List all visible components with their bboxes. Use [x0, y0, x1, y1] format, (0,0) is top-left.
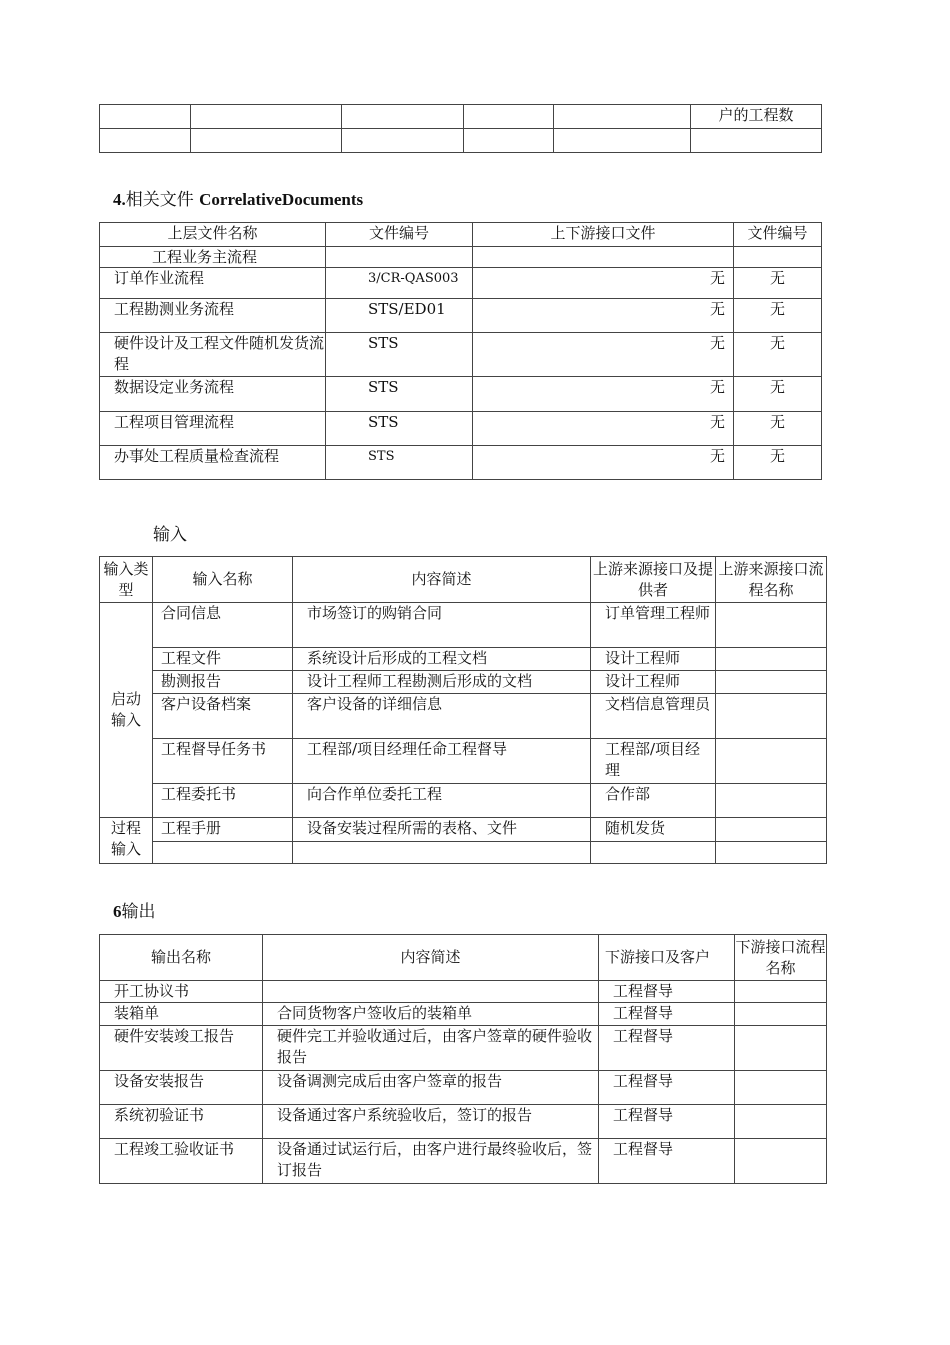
table-row: 工程文件: [153, 648, 293, 671]
table-row: 工程竣工验收证书: [100, 1139, 263, 1184]
table-row: 工程勘测业务流程: [100, 299, 326, 333]
table-row: 开工协议书: [100, 981, 263, 1003]
header-input-name: 输入名称: [153, 557, 293, 603]
table-row: 订单作业流程: [100, 268, 326, 299]
table-row: 工程项目管理流程: [100, 412, 326, 446]
header-downstream-customer: 下游接口及客户: [599, 935, 735, 981]
output-table: 输出名称 内容简述 下游接口及客户 下游接口流程名称 开工协议书 工程督导 装箱单 合同货物客户签收后的装箱单 工程督导 硬件安装竣工报告 硬件完工并验收通过后，由客户签章的硬件验收报告 工程督导 设备安装报告 设备调测完成后由客户签章的报告 工程督导 系统初验证书 设备通过客户系统验收后，签订的报告 工程督导 工程竣工验收证书 设备通过试运行后，由客户进行最终验收后，签订报告 工程督导: [99, 934, 827, 1184]
header-upstream-provider: 上游来源接口及提供者: [591, 557, 716, 603]
header-output-description: 内容简述: [263, 935, 599, 981]
section-4-heading: 4.相关文件 CorrelativeDocuments: [113, 190, 364, 210]
header-interface-code: 文件编号: [734, 223, 822, 247]
table-row: 工程督导任务书: [153, 739, 293, 784]
table-row: 客户设备档案: [153, 694, 293, 739]
group-process-input: 过程输入: [100, 818, 153, 864]
table-row: 办事处工程质量检查流程: [100, 446, 326, 480]
group-start-input: 启动输入: [100, 603, 153, 818]
header-description: 内容简述: [293, 557, 591, 603]
table-row: 硬件设计及工程文件随机发货流程: [100, 333, 326, 377]
main-flow-label: 工程业务主流程: [100, 247, 326, 268]
table-row: 合同信息: [153, 603, 293, 648]
table-row: 设备安装报告: [100, 1071, 263, 1105]
related-documents-table: 上层文件名称 文件编号 上下游接口文件 文件编号 工程业务主流程 订单作业流程 3/CR-QAS003 无 无 工程勘测业务流程 STS/ED01 无 无 硬件设计及工程文件随机发货流程 STS 无 无 数据设定业务流程 STS 无 无 工程项目管理流程 STS 无 无 办事处工程质量检查流程 STS 无 无: [99, 222, 822, 480]
top-table-cell: 户的工程数: [691, 105, 822, 129]
table-row: 系统初验证书: [100, 1105, 263, 1139]
table-row: 硬件安装竣工报告: [100, 1026, 263, 1071]
header-parent-doc: 上层文件名称: [100, 223, 326, 247]
table-row: 数据设定业务流程: [100, 377, 326, 412]
table-row: 装箱单: [100, 1003, 263, 1026]
header-interface-doc: 上下游接口文件: [473, 223, 734, 247]
table-row: 工程委托书: [153, 784, 293, 818]
header-upstream-flow: 上游来源接口流程名称: [716, 557, 827, 603]
section-5-heading: 输入: [153, 525, 187, 545]
input-table: 输入类型 输入名称 内容简述 上游来源接口及提供者 上游来源接口流程名称 启动输入 合同信息 市场签订的购销合同 订单管理工程师 工程文件 系统设计后形成的工程文档 设计工程师 勘测报告 设计工程师工程勘测后形成的文档 设计工程师 客户设备档案 客户设备的详细信息 文档信息管理员 工程督导任务书 工程部/项目经理任命工程督导 工程部/项目经理 工程委托书 向合作单位委托工程 合作部 过程输入 工程手册 设备安装过程所需的表格、文件 随机发货: [99, 556, 827, 864]
header-input-type: 输入类型: [100, 557, 153, 603]
section-6-heading: 6输出: [113, 902, 156, 922]
top-partial-table: [99, 104, 822, 153]
table-row: 勘测报告: [153, 671, 293, 694]
header-doc-code: 文件编号: [326, 223, 473, 247]
table-row: 工程手册: [153, 818, 293, 842]
header-downstream-flow: 下游接口流程名称: [735, 935, 827, 981]
header-output-name: 输出名称: [100, 935, 263, 981]
